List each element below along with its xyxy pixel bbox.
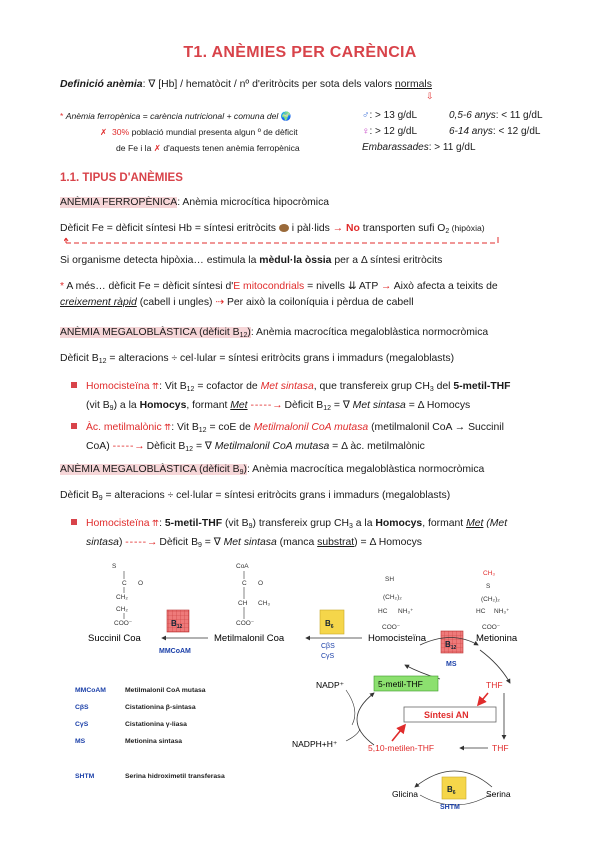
legend-abbr: SHTM — [75, 773, 95, 780]
t: (metilmalonil CoA → Succinil — [368, 422, 504, 433]
t: ANÈMIA MEGALOBLÀSTICA (dèficit B — [60, 327, 240, 338]
t: = Δ Homocys — [405, 400, 471, 411]
t: : — [159, 518, 165, 529]
t: S — [112, 563, 117, 570]
t: (CH₂)₂ — [383, 594, 402, 601]
t: : Anèmia macrocítica megaloblàstica normocròmica — [250, 327, 489, 338]
legend-name: Metionina sintasa — [125, 738, 183, 745]
ferropenic-line-4 — [60, 296, 414, 308]
legend-abbr: MS — [75, 738, 86, 745]
t: = nivells ⇊ ATP — [304, 281, 382, 292]
sub: 9 — [239, 469, 244, 476]
t: ) = Δ Homocys — [354, 537, 422, 548]
t: NH₃⁺ — [398, 608, 414, 615]
t: NH₃⁺ — [494, 608, 510, 615]
t: (CH₂)₂ — [481, 596, 500, 603]
b12-definition — [60, 353, 454, 365]
svg-text:B12: $B_{12}$ — [445, 640, 457, 651]
t: (vit B — [86, 400, 110, 411]
cross-icon: ✗ — [153, 143, 161, 153]
t: = ∇ — [193, 441, 215, 452]
child-values — [449, 108, 543, 140]
metilmalonyl-structure — [236, 563, 270, 627]
t: Dèficit Fe = dèficit síntesi Hb = síntesi eritròcits — [60, 223, 279, 234]
t: Àc. metilmalònic — [86, 422, 162, 433]
metabolic-pathway-diagram — [0, 555, 600, 848]
t: CoA) — [86, 441, 113, 452]
metionina-label: Metionina — [476, 633, 518, 644]
child2-label: 6-14 anys — [449, 126, 493, 137]
t: Homocisteïna — [86, 381, 150, 392]
mmcoam-label: MMCoAM — [159, 648, 191, 655]
t: Homocisteïna — [86, 518, 150, 529]
t: = alteracions ÷ cel·lular = síntesi eritròcits grans i immadurs (megaloblasts) — [102, 490, 451, 501]
shtm-label: SHTM — [440, 804, 460, 811]
sub: 12 — [98, 358, 107, 365]
t: 12 — [176, 624, 183, 630]
b6-box — [320, 610, 344, 634]
sub: 3 — [429, 386, 434, 393]
t: SH — [385, 576, 395, 583]
legend-abbr: MMCoAM — [75, 687, 106, 694]
t: mèdul·la òssia — [259, 255, 332, 266]
definition-label: Definició anèmia — [60, 79, 143, 90]
t: CH₃ — [483, 570, 496, 577]
child2-value: : < 12 g/dL — [492, 126, 541, 137]
serina-label: Serina — [486, 789, 511, 799]
thf-label: THF — [486, 680, 503, 690]
t: S — [486, 583, 491, 590]
t: (manca — [276, 537, 318, 548]
t: (cabell i ungles) — [136, 297, 216, 308]
t: (Met — [483, 518, 508, 529]
up-icon: ⇈ — [149, 381, 160, 391]
t: 6 — [452, 790, 456, 796]
sintesi-an-label: Síntesi AN — [424, 710, 469, 720]
t: , que transfereix grup CH — [313, 381, 430, 392]
metilmalonyl-coa-label: Metilmalonil Coa — [214, 633, 285, 644]
b9-heading — [60, 464, 484, 476]
t: (vit B — [222, 518, 249, 529]
t: COO⁻ — [236, 620, 255, 627]
ferropenic-desc: : Anèmia microcítica hipocròmica — [177, 197, 330, 208]
t: HC — [378, 608, 388, 615]
t: Si organisme detecta hipòxia… estimula la — [60, 255, 260, 266]
t: E mitocondrials — [233, 281, 305, 292]
t: Dèficit B — [156, 537, 199, 548]
t: : Vit B — [171, 422, 199, 433]
t: a la — [352, 518, 376, 529]
t: COO⁻ — [382, 624, 401, 631]
t: O — [258, 580, 264, 587]
succinyl-structure — [112, 563, 143, 627]
sub: 12 — [239, 332, 248, 339]
legend-abbr: CβS — [75, 704, 89, 711]
star-icon: * — [60, 281, 65, 292]
methylene-thf-label: 5,10-metilen-THF — [368, 743, 435, 753]
sub: 12 — [323, 405, 331, 412]
t: = coE de — [206, 422, 254, 433]
glicina-label: Glicina — [392, 789, 418, 799]
note-line-1: Anèmia ferropènica = carència nutricional + comuna del — [65, 111, 279, 121]
t: Met sintasa — [352, 400, 406, 411]
globe-icon: 🌍 — [280, 111, 292, 121]
t: Dèficit B — [143, 441, 186, 452]
bullet-icon — [71, 423, 77, 429]
t: ) — [243, 464, 247, 475]
t: = Δ àc. metilmalònic — [329, 441, 425, 452]
cbs-label: CβS — [321, 643, 335, 650]
t: substrat — [317, 537, 355, 548]
sub: 9 — [248, 523, 253, 530]
nadph-label: NADPH+H⁺ — [292, 739, 338, 749]
t: ANÈMIA MEGALOBLÀSTICA (dèficit B — [60, 464, 240, 475]
t: Met sintasa — [223, 537, 277, 548]
sub: 9 — [198, 542, 202, 549]
metionina-structure — [476, 570, 510, 631]
sub: 9 — [109, 405, 114, 412]
ferropenic-title: ANÈMIA FERROPÈNICA — [60, 197, 178, 208]
t: = alteracions ÷ cel·lular = síntesi eritròcits grans i immadurs (megaloblasts) — [106, 353, 455, 364]
t: CH₃ — [258, 600, 271, 607]
t: ) a la — [113, 400, 140, 411]
t: CoA — [236, 563, 249, 570]
cys-label: CγS — [321, 653, 335, 660]
sub: 12 — [185, 446, 194, 453]
t: COO⁻ — [482, 624, 501, 631]
t: creixement ràpid — [60, 297, 137, 308]
t: Met sintasa — [260, 381, 314, 392]
t: C — [242, 580, 247, 587]
svg-text:B6: $B_6$ — [447, 785, 456, 796]
page-title: T1. ANÈMIES PER CARÈNCIA — [183, 44, 417, 61]
t: O — [138, 580, 144, 587]
ferropenic-note — [60, 108, 300, 156]
male-value: : > 13 g/dL — [369, 110, 418, 121]
female-value: : > 12 g/dL — [369, 126, 418, 137]
t: Homocys — [375, 518, 423, 529]
t: = cofactor de — [194, 381, 261, 392]
homocisteina-label: Homocisteïna — [368, 633, 427, 644]
normals-word: normals — [394, 79, 432, 90]
bullet-icon — [71, 382, 77, 388]
b9-item-homocys — [86, 515, 556, 554]
t: 6 — [330, 624, 334, 630]
arrow-icon: → — [381, 281, 392, 292]
child1-label: 0,5-6 anys — [449, 110, 496, 121]
legend-name: Cistationina β-sintasa — [125, 704, 196, 711]
female-icon: ♀ — [362, 126, 370, 137]
enzyme-legend — [75, 687, 225, 780]
arm-icon — [279, 224, 289, 232]
note-line-2: població mundial presenta algun º de dèficit — [129, 127, 298, 137]
t: = ∇ — [201, 537, 224, 548]
definition-text: : ∇ [Hb] / hematòcit / nº d'eritròcits per sota dels valors — [142, 79, 395, 90]
homocys-structure — [378, 576, 414, 631]
t: A més… dèficit Fe = dèficit síntesi d' — [64, 281, 234, 292]
t: Dèficit B — [281, 400, 324, 411]
down-arrow-icon: ⇩ — [426, 91, 434, 101]
b12-heading — [60, 327, 488, 339]
legend-name: Cistationina γ-liasa — [125, 721, 187, 728]
definition — [60, 78, 432, 90]
note-line-3a: de Fe i la — [116, 143, 154, 153]
svg-text:B6: $B_6$ — [325, 619, 334, 630]
t: sintasa — [86, 537, 119, 548]
note-line-3c: d'aquests tenen anèmia ferropènica — [160, 143, 300, 153]
t: Per això la coiloníquia i pèrdua de cabell — [224, 297, 414, 308]
sub: 9 — [98, 495, 103, 502]
arrow-icon: → — [332, 223, 344, 234]
sub: 12 — [198, 427, 207, 434]
t: = ∇ — [330, 400, 353, 411]
t: (hipòxia) — [449, 223, 485, 233]
t: , formant — [186, 400, 231, 411]
pregnant-value: : > 11 g/dL — [428, 142, 476, 153]
t: transporten sufi O — [359, 223, 446, 234]
no-word: No — [346, 223, 360, 234]
child1-value: : < 11 g/dL — [495, 110, 543, 121]
t: per a Δ síntesi eritròcits — [331, 255, 443, 266]
dashed-arrow-icon: - - - - - → — [125, 537, 157, 548]
t: Metilmalonil CoA mutasa — [253, 422, 369, 433]
ms-label: MS — [446, 661, 457, 668]
t: CH — [238, 600, 248, 607]
arrow-icon: ⇢ — [215, 297, 225, 308]
t: CH₂ — [116, 594, 128, 601]
t: Metilmalonil CoA mutasa — [214, 441, 330, 452]
t: Homocys — [139, 400, 187, 411]
b9-definition — [60, 490, 450, 502]
t: Met — [230, 400, 248, 411]
t: 5-metil-THF — [453, 381, 511, 392]
t: C — [122, 580, 127, 587]
dashed-arrow-icon: - - - - - → — [112, 441, 144, 452]
sub: 12 — [186, 386, 195, 393]
mthf-label: 5-metil-THF — [378, 679, 423, 689]
cross-icon: ✗ — [100, 127, 108, 137]
sub: 2 — [445, 228, 450, 235]
up-icon: ⇈ — [149, 518, 160, 528]
b12-item-metilmalonic — [86, 419, 556, 458]
succinyl-coa-label: Succinil Coa — [88, 633, 141, 644]
t: Dèficit B — [60, 353, 99, 364]
percent-value: 30% — [111, 127, 130, 137]
ferropenic-line-2 — [60, 255, 442, 266]
t: 12 — [450, 645, 457, 651]
bullet-icon — [71, 519, 77, 525]
t: del — [433, 381, 454, 392]
ferropenic-heading — [60, 197, 329, 208]
up-icon: ⇈ — [161, 422, 172, 432]
t: COO⁻ — [114, 620, 133, 627]
t: HC — [476, 608, 486, 615]
t: CH₂ — [116, 606, 128, 613]
t: ) — [247, 327, 251, 338]
star-icon: * — [60, 111, 64, 121]
dashed-arrow-icon: - - - - - → — [250, 400, 282, 411]
b12-item-homocys — [86, 378, 556, 417]
t: i pàl·lids — [288, 223, 333, 234]
t: ) — [118, 537, 126, 548]
svg-text:B12: $B_{12}$ — [171, 619, 183, 630]
t: Això afecta a teixits de — [391, 281, 498, 292]
pregnant-label: Embarassades — [362, 142, 429, 153]
t: Met — [466, 518, 484, 529]
t: Dèficit B — [60, 490, 99, 501]
t: : Vit B — [159, 381, 187, 392]
section-heading: 1.1. TIPUS D'ANÈMIES — [60, 172, 183, 184]
t: , formant — [422, 518, 467, 529]
ferropenic-line-1 — [60, 223, 485, 235]
t: : Anèmia macrocítica megaloblàstica normocròmica — [246, 464, 485, 475]
legend-name: Metilmalonil CoA mutasa — [125, 687, 206, 694]
legend-name: Serina hidroximetil transferasa — [125, 773, 225, 780]
sub: 3 — [348, 523, 353, 530]
ferropenic-line-3 — [60, 280, 498, 292]
t: 5-metil-THF — [164, 518, 223, 529]
dashed-feedback-arrow — [64, 237, 504, 245]
male-icon: ♂ — [362, 110, 370, 121]
legend-abbr: CγS — [75, 721, 89, 728]
nadp-label: NADP⁺ — [316, 680, 345, 690]
t: ) transfereix grup CH — [252, 518, 349, 529]
thf-label: THF — [492, 743, 509, 753]
